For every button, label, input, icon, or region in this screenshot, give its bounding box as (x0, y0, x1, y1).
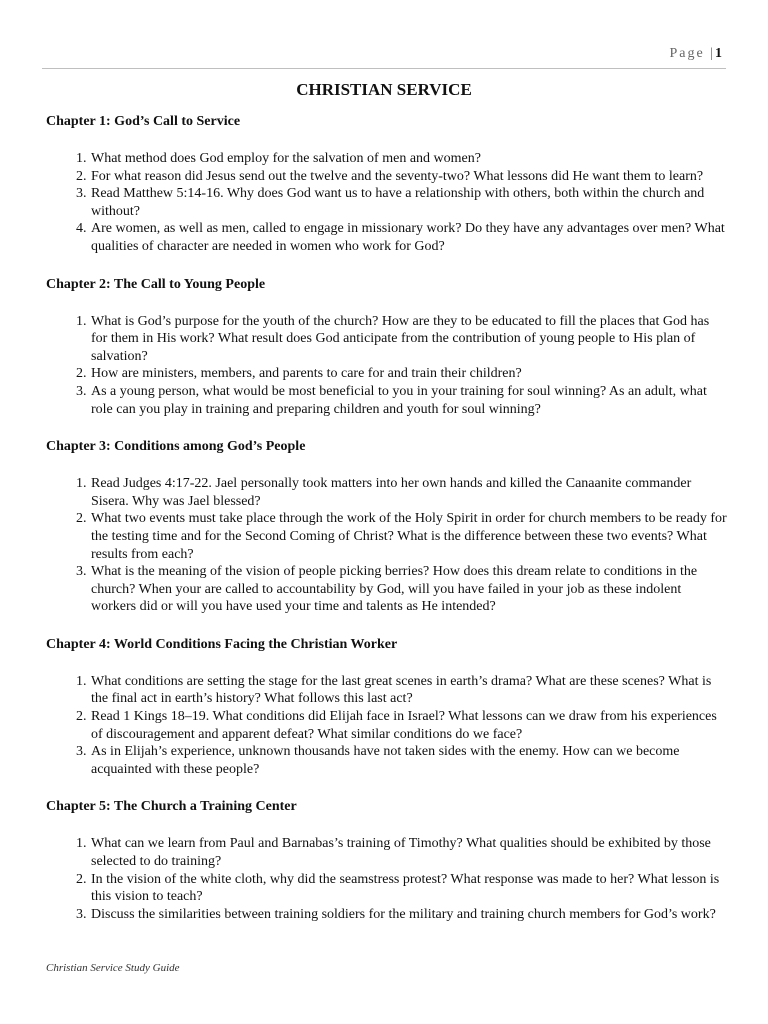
question-item: 3. Discuss the similarities between training soldiers for the military and training church members for God’s work? (90, 906, 728, 924)
question-item: 1. Read Judges 4:17-22. Jael personally took matters into her own hands and killed the Canaanite commander Sisera. Why was Jael blessed? (90, 475, 728, 510)
footer-text: Christian Service Study Guide (46, 962, 180, 974)
document-title: CHRISTIAN SERVICE (296, 80, 472, 99)
question-item: 1. What conditions are setting the stage for the last great scenes in earth’s drama? What are these scenes? What is the final act in earth’s history? What follows this last act? (90, 673, 728, 708)
chapter-heading: Chapter 2: The Call to Young People (46, 276, 266, 292)
question-list (46, 673, 728, 779)
page-number (669, 46, 722, 62)
question-item: 1. What can we learn from Paul and Barnabas’s training of Timothy? What qualities should be exhibited by those selected to do training? (90, 835, 728, 870)
chapter-heading: Chapter 3: Conditions among God’s People (46, 439, 306, 455)
question-item: 2. How are ministers, members, and parents to care for and train their children? (90, 365, 728, 383)
question-item: 1. What is God’s purpose for the youth of the church? How are they to be educated to fill the places that God has for them in His work? What result does God anticipate from the contribution of young people to His plan of salvation? (90, 313, 728, 366)
chapter-section (46, 113, 728, 256)
chapter-heading: Chapter 1: God’s Call to Service (46, 114, 241, 129)
header-divider (42, 68, 726, 69)
question-item: 3. What is the meaning of the vision of people picking berries? How does this dream relate to conditions in the church? When your are called to accountability by God, will you have failed in your job as these indolent workers did or will you have used your time and talents as He intended? (90, 563, 728, 616)
question-item: 1. What method does God employ for the salvation of men and women? (90, 150, 728, 168)
page-number-value: 1 (715, 46, 722, 61)
chapter-heading: Chapter 4: World Conditions Facing the Christian Worker (46, 636, 398, 652)
question-list (46, 475, 728, 616)
question-list (46, 150, 728, 256)
chapter-section (46, 636, 728, 779)
question-item: 3. Read Matthew 5:14-16. Why does God want us to have a relationship with others, both within the church and without? (90, 185, 728, 220)
question-item: 2. Read 1 Kings 18–19. What conditions did Elijah face in Israel? What lessons can we draw from his experiences of discouragement and apparent defeat? What similar conditions do we face? (90, 708, 728, 743)
chapter-heading: Chapter 5: The Church a Training Center (46, 799, 297, 815)
page-label: Page | (669, 46, 715, 61)
question-item: 2. For what reason did Jesus send out the twelve and the seventy-two? What lessons did He want them to learn? (90, 168, 728, 186)
question-item: 3. As a young person, what would be most beneficial to you in your training for soul winning? As an adult, what role can you play in training and preparing children and youth for soul winning? (90, 383, 728, 418)
question-item: 3. As in Elijah’s experience, unknown thousands have not taken sides with the enemy. How can we become acquainted with these people? (90, 743, 728, 778)
chapter-section (46, 276, 728, 419)
question-item: 4. Are women, as well as men, called to engage in missionary work? Do they have any advantages over men? What qualities of character are needed in women who work for God? (90, 220, 728, 255)
chapter-section (46, 438, 728, 616)
question-list (46, 835, 728, 923)
question-item: 2. What two events must take place through the work of the Holy Spirit in order for church members to be ready for the testing time and for the Second Coming of Christ? What is the difference between these two events? What results from each? (90, 510, 728, 563)
question-item: 2. In the vision of the white cloth, why did the seamstress protest? What response was made to her? What lesson is this vision to teach? (90, 871, 728, 906)
chapters-container (46, 113, 728, 943)
question-list (46, 313, 728, 419)
chapter-section (46, 798, 728, 923)
